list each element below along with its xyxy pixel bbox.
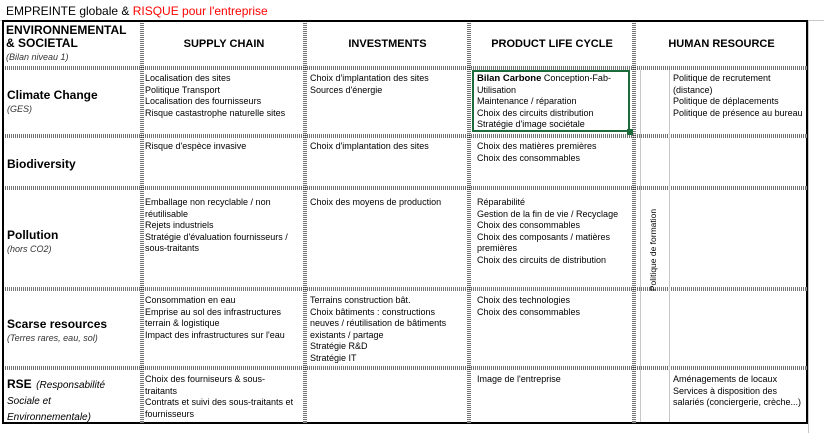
cell-rse-supply[interactable]: [145, 374, 295, 420]
row-label-climate-change: [7, 88, 98, 114]
cell-line: Choix des circuits de distribution: [477, 254, 607, 265]
row-label-sub: (Responsabilité Sociale et Environnementale): [7, 380, 106, 423]
row-label-main: Scarse resources: [7, 317, 108, 331]
row-label-main: Biodiversity: [7, 157, 76, 171]
cell-line: Stratégie d'évaluation fournisseurs / sous-traitants: [145, 231, 288, 253]
cell-line: Conception-Fab-: [541, 73, 611, 83]
cell-line: Stratégie R&D: [310, 341, 368, 351]
row-label-main: RSE: [7, 377, 32, 391]
hr-vertical-cell[interactable]: [643, 200, 663, 300]
cell-climate-investments[interactable]: [310, 73, 466, 96]
cell-line: Stratégie IT: [310, 352, 357, 363]
cell-climate-plc[interactable]: [477, 73, 631, 131]
cell-biodiversity-investments[interactable]: [310, 141, 466, 153]
row-label-rse: [7, 377, 137, 425]
cell-biodiversity-supply[interactable]: [145, 141, 301, 153]
cell-line: Gestion de la fin de vie / Recyclage: [477, 208, 619, 219]
row-label-scarse-resources: [7, 317, 107, 343]
cell-rse-hr[interactable]: [673, 374, 805, 409]
corner-line2: & SOCIETAL: [6, 36, 78, 50]
cell-line: Image de l'entreprise: [477, 374, 561, 384]
corner-line1: ENVIRONNEMENTAL: [6, 23, 127, 37]
cell-line: Rejets industriels: [145, 220, 214, 230]
row-label-biodiversity: [7, 157, 76, 171]
cell-line: Choix des circuits distribution: [477, 107, 594, 118]
cell-line: Risque d'espèce invasive: [145, 141, 247, 151]
cell-line: Choix des technologies: [477, 295, 571, 305]
bilan-carbone: Bilan Carbone: [477, 73, 542, 84]
cell-line: Aménagements de locaux: [673, 374, 778, 384]
cell-line: Consommation en eau: [145, 295, 236, 305]
corner-header: [6, 24, 142, 62]
cell-line: Risque castastrophe naturelle sites: [145, 107, 286, 118]
cell-line: Choix des moyens de production: [310, 197, 442, 207]
cell-line: Politique Transport: [145, 84, 221, 95]
cell-line: Choix des consommables: [477, 306, 581, 317]
cell-line: Localisation des sites: [145, 73, 231, 83]
cell-line: Sources d'énergie: [310, 84, 383, 95]
col-header-product-life-cycle: PRODUCT LIFE CYCLE: [491, 38, 613, 50]
sheet-title: [6, 3, 268, 19]
cell-scarse-investments[interactable]: [310, 295, 460, 364]
row-label-sub: (Terres rares, eau, sol): [7, 333, 98, 343]
cell-line: Choix des composants / matières premières: [477, 231, 611, 253]
cell-line: Choix des fourniseurs & sous-traitants: [145, 374, 266, 396]
cell-line: Choix des consommables: [477, 220, 581, 230]
cell-line: Maintenance / réparation: [477, 96, 577, 106]
row-label-main: Pollution: [7, 228, 59, 242]
cell-line: Réparabilité: [477, 197, 526, 207]
cell-pollution-supply[interactable]: [145, 197, 295, 255]
row-label-sub: (GES): [7, 104, 33, 114]
cell-pollution-plc[interactable]: [477, 197, 627, 266]
cell-scarse-plc[interactable]: [477, 295, 631, 318]
col-header-human-resource: HUMAN RESOURCE: [668, 38, 775, 50]
cell-line: Terrains construction bât.: [310, 295, 411, 305]
cell-line: Politique de recrutement (distance): [673, 73, 771, 95]
cell-line: Localisation des fournisseurs: [145, 96, 262, 106]
title-part1: EMPREINTE globale &: [6, 4, 133, 18]
cell-climate-hr[interactable]: [673, 73, 805, 119]
cell-line: Choix bâtiments : constructions neuves / réutilisation de bâtiments existants / partage: [310, 306, 447, 340]
col-header-investments: INVESTMENTS: [348, 38, 427, 50]
cell-biodiversity-plc[interactable]: [477, 141, 631, 164]
cell-pollution-investments[interactable]: [310, 197, 466, 209]
cell-line: Choix d'implantation des sites: [310, 141, 429, 151]
cell-line: Stratégie d'image sociétale: [477, 119, 585, 129]
col-header-supply-chain: SUPPLY CHAIN: [183, 38, 265, 50]
cell-line: Choix d'implantation des sites: [310, 73, 429, 83]
row-label-sub: (hors CO2): [7, 244, 52, 254]
cell-line: Emprise au sol des infrastructures terrain & logistique: [145, 306, 282, 328]
cell-line: Services à disposition des salariés (conciergerie, crèche...): [673, 385, 802, 407]
cell-climate-supply[interactable]: [145, 73, 301, 119]
corner-subtitle: (Bilan niveau 1): [6, 52, 69, 62]
cell-line: Emballage non recyclable / non réutilisable: [145, 197, 271, 219]
cell-rse-plc[interactable]: [477, 374, 631, 386]
row-label-pollution: [7, 228, 58, 254]
cell-line: Contrats et suivi des sous-traitants et fournisseurs: [145, 397, 294, 419]
hr-vertical-text: Politique de formation: [648, 208, 658, 292]
cell-line: Impact des infrastructures sur l'eau: [145, 329, 285, 340]
cell-scarse-supply[interactable]: [145, 295, 300, 341]
cell-line: Choix des consommables: [477, 152, 581, 163]
cell-line: Politique de présence au bureau: [673, 107, 803, 118]
cell-line: Choix des matières premières: [477, 141, 597, 151]
row-label-main: Climate Change: [7, 88, 98, 102]
cell-line: Politique de déplacements: [673, 96, 779, 106]
title-risk: RISQUE pour l'entreprise: [132, 4, 268, 18]
cell-line: Utilisation: [477, 84, 517, 95]
